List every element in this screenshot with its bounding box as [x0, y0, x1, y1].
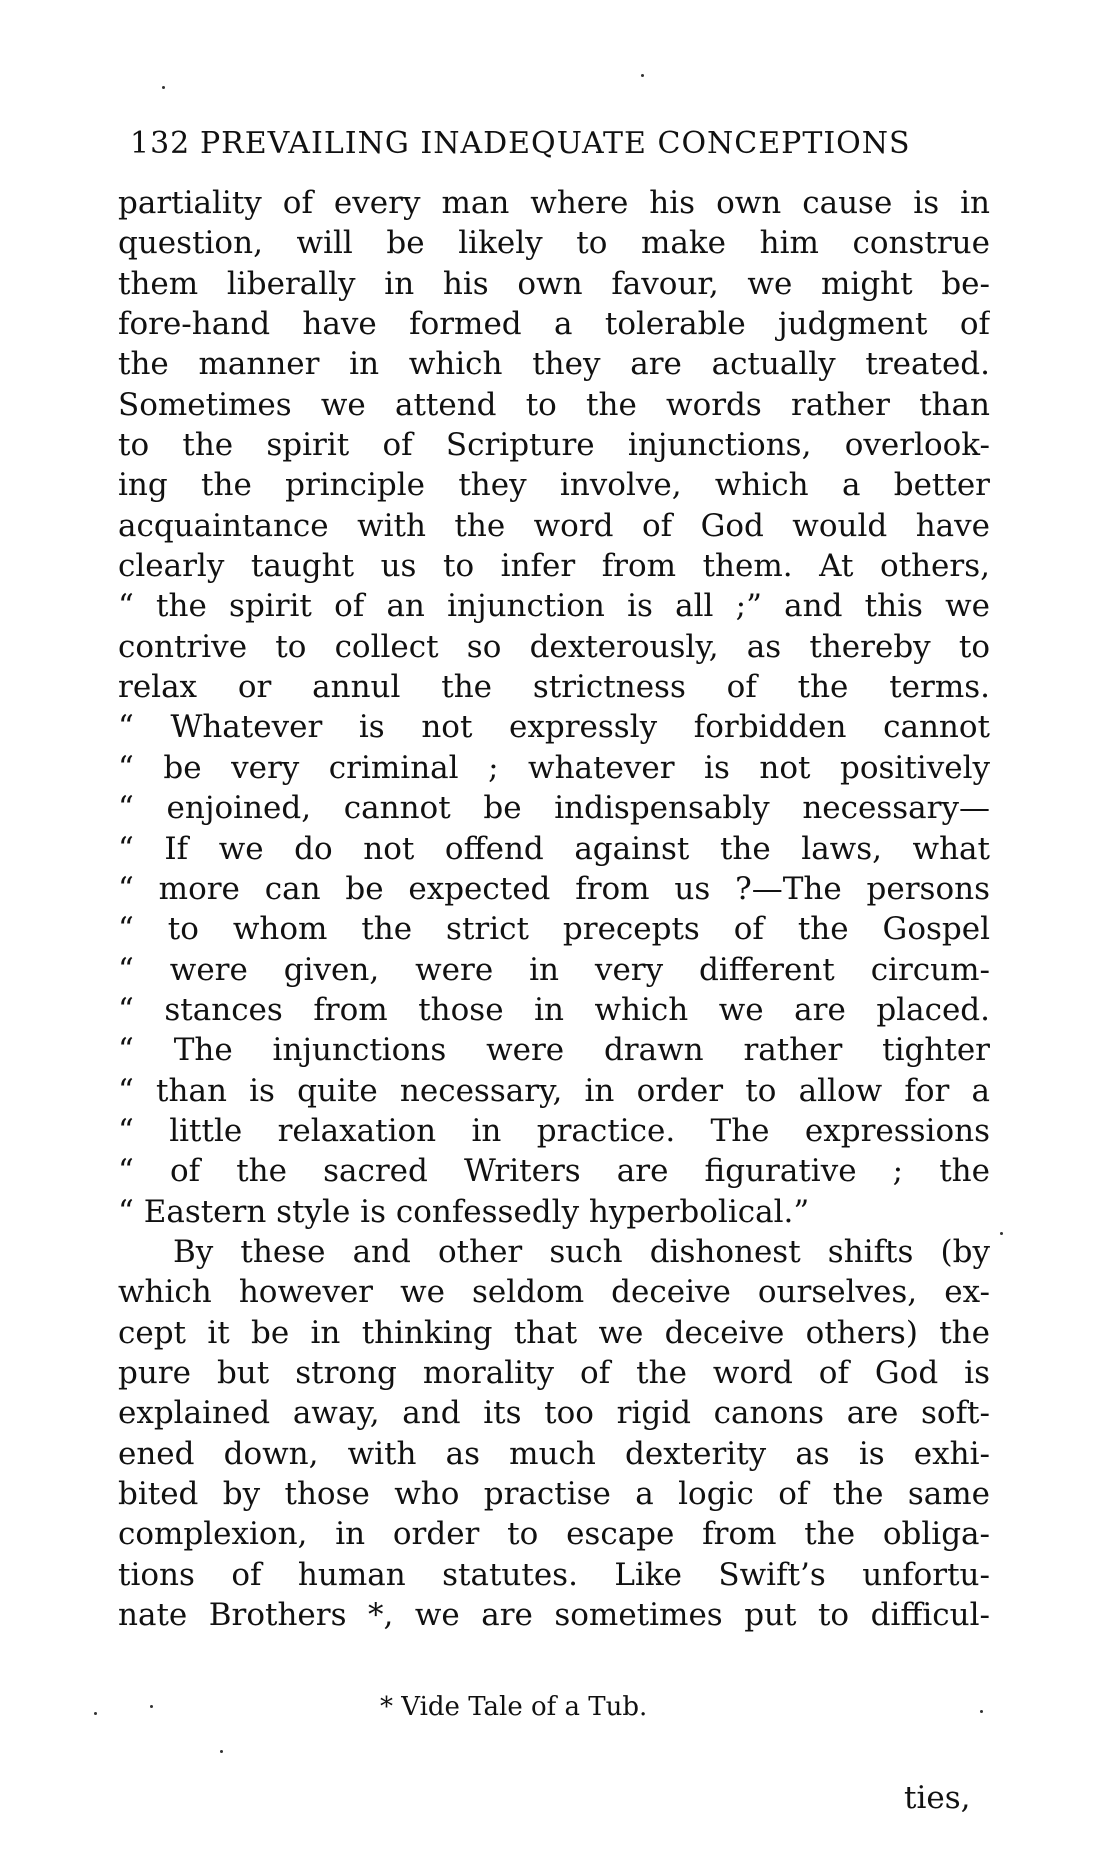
text-line: “ enjoined, cannot be indispensably necessary—	[118, 790, 990, 827]
print-speck	[1000, 1232, 1003, 1235]
text-line: fore-hand have formed a tolerable judgment of	[118, 306, 990, 343]
print-speck	[150, 1705, 153, 1708]
text-line: acquaintance with the word of God would have	[118, 507, 990, 544]
text-line: By these and other such dishonest shifts (by	[173, 1233, 990, 1270]
text-line: cept it be in thinking that we deceive others) the	[118, 1314, 990, 1351]
print-speck	[94, 1712, 97, 1715]
text-line: “ be very criminal ; whatever is not positively	[118, 749, 990, 786]
running-head: PREVAILING INADEQUATE CONCEPTIONS	[200, 126, 911, 161]
text-line: “ more can be expected from us ?—The persons	[118, 870, 990, 907]
text-line: them liberally in his own favour, we might be-	[118, 265, 990, 302]
text-line: “ Eastern style is confessedly hyperbolical.”	[118, 1193, 810, 1230]
catchword: ties,	[904, 1780, 971, 1816]
text-line: contrive to collect so dexterously, as thereby to	[118, 628, 990, 665]
text-line: relax or annul the strictness of the terms.	[118, 669, 990, 706]
text-line: complexion, in order to escape from the obliga-	[118, 1516, 990, 1553]
print-speck	[980, 1710, 983, 1713]
text-line: “ of the sacred Writers are figurative ; the	[118, 1153, 990, 1190]
text-line: ing the principle they involve, which a better	[118, 467, 990, 504]
page-header	[130, 126, 980, 166]
text-line: “ to whom the strict precepts of the Gospel	[118, 911, 990, 948]
text-line: bited by those who practise a logic of the same	[118, 1476, 990, 1512]
text-line: tions of human statutes. Like Swift’s unfortu-	[118, 1556, 990, 1593]
text-line: “ stances from those in which we are placed.	[118, 991, 990, 1028]
text-line: “ Whatever is not expressly forbidden cannot	[118, 709, 990, 746]
text-line: “ the spirit of an injunction is all ;” and this we	[118, 588, 990, 625]
text-line: pure but strong morality of the word of God is	[118, 1354, 990, 1391]
text-line: “ were given, were in very different circum-	[118, 951, 990, 988]
text-line: ened down, with as much dexterity as is exhi-	[118, 1435, 990, 1472]
text-line: partiality of every man where his own cause is in	[118, 185, 990, 221]
page-number: 132	[130, 126, 191, 161]
text-line: which however we seldom deceive ourselves, ex-	[118, 1274, 990, 1311]
text-line: clearly taught us to infer from them. At others,	[118, 548, 990, 585]
footnote: * Vide Tale of a Tub.	[380, 1692, 648, 1722]
print-speck	[641, 74, 644, 77]
text-line: Sometimes we attend to the words rather than	[118, 386, 990, 423]
body-text	[118, 183, 990, 1635]
print-speck	[162, 86, 165, 89]
text-line: question, will be likely to make him construe	[118, 225, 990, 262]
text-line: “ The injunctions were drawn rather tighter	[118, 1032, 990, 1069]
text-line: “ than is quite necessary, in order to allow for a	[118, 1072, 990, 1109]
print-speck	[220, 1750, 223, 1753]
text-line: to the spirit of Scripture injunctions, overlook-	[118, 427, 990, 464]
text-line: explained away, and its too rigid canons are soft-	[118, 1395, 990, 1432]
text-line: the manner in which they are actually treated.	[118, 346, 990, 383]
text-line: nate Brothers *, we are sometimes put to difficul-	[118, 1597, 990, 1634]
text-line: “ If we do not offend against the laws, what	[118, 830, 990, 867]
text-line: “ little relaxation in practice. The expressions	[118, 1112, 990, 1149]
